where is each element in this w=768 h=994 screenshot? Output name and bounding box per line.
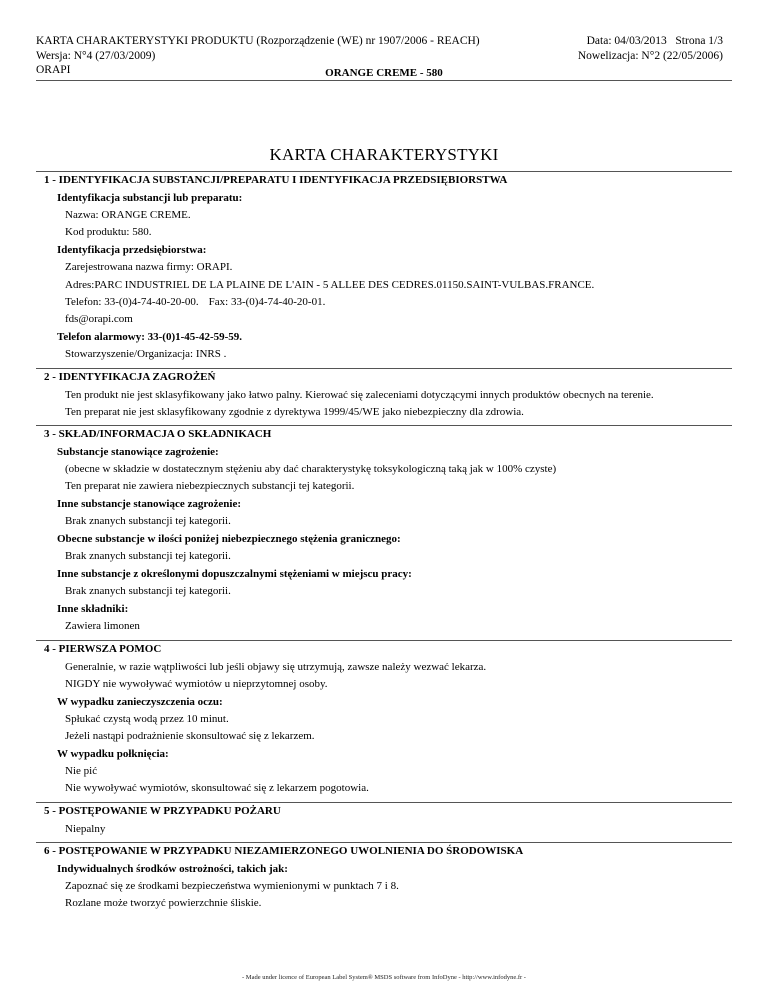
s3-heading-2: Inne substancje stanowiące zagrożenie: [57,498,242,510]
company-label: ORAPI [36,64,71,76]
s1-heading-substance: Identyfikacja substancji lub preparatu: [57,192,243,204]
footer-license: - Made under licence of European Label System® MSDS software from InfoDyne - http://www.infodyne.fr - [242,974,526,981]
s3-text-3: Brak znanych substancji tej kategorii. [65,515,231,527]
s3-text-4: Brak znanych substancji tej kategorii. [65,550,231,562]
section-1-title: 1 - IDENTYFIKACJA SUBSTANCJI/PREPARATU I IDENTYFIKACJA PRZEDSIĘBIORSTWA [44,174,508,186]
s3-text-5: Brak znanych substancji tej kategorii. [65,585,231,597]
s4-text-1: Generalnie, w razie wątpliwości lub jeśli objawy się utrzymują, zawsze należy wezwać lekarza. [65,661,487,673]
s3-text-2: Ten preparat nie zawiera niebezpiecznych substancji tej kategorii. [65,480,355,492]
s1-product-code: Kod produktu: 580. [65,226,152,238]
s1-fax: Fax: 33-(0)4-74-40-20-01. [208,296,326,308]
s6-text-1: Zapoznać się ze środkami bezpieczeństwa wymienionymi w punktach 7 i 8. [65,880,399,892]
section-5-title: 5 - POSTĘPOWANIE W PRZYPADKU POŻARU [44,805,281,817]
section-3-divider [36,425,732,426]
section-4-divider [36,640,732,641]
product-name [0,67,768,79]
section-1-divider [36,171,732,172]
section-2-title: 2 - IDENTYFIKACJA ZAGROŻEŃ [44,371,216,383]
version-label: Wersja: N°4 (27/03/2009) [36,49,156,62]
s4-text-5: Nie pić [65,765,98,777]
s1-association: Stowarzyszenie/Organizacja: INRS . [65,348,227,360]
s1-phone-fax [65,296,325,308]
s5-text-1: Niepalny [65,823,106,835]
header-divider [36,80,732,81]
s6-text-2: Rozlane może tworzyć powierzchnie śliskie. [65,897,262,909]
s4-text-3: Spłukać czystą wodą przez 10 minut. [65,713,229,725]
s2-text-2: Ten preparat nie jest sklasyfikowany zgodnie z dyrektywa 1999/45/WE jako niebezpieczny dla zdrowia. [65,406,524,418]
page-title: KARTA CHARAKTERYSTYKI [269,145,499,164]
s2-text-1: Ten produkt nie jest sklasyfikowany jako łatwo palny. Kierować się zaleceniami dotyczącymi innych produktów obecnych na terenie. [65,389,654,401]
s1-heading-company: Identyfikacja przedsiębiorstwa: [57,244,207,256]
revision-label: Nowelizacja: N°2 (22/05/2006) [577,49,723,62]
section-4-title: 4 - PIERWSZA POMOC [44,643,162,655]
document-header-right [578,34,723,63]
s3-text-1: (obecne w składzie w dostatecznym stężeniu aby dać charakterystykę toksykologiczną taką jak w 100% czyste) [65,463,557,475]
s3-heading-4: Inne substancje z określonymi dopuszczalnymi stężeniami w miejscu pracy: [57,568,412,580]
s3-heading-3: Obecne substancje w ilości poniżej niebezpiecznego stężenia granicznego: [57,533,401,545]
section-2-divider [36,368,732,369]
s1-email: fds@orapi.com [65,313,133,325]
s3-heading-5: Inne składniki: [57,603,129,615]
s4-text-6: Nie wywoływać wymiotów, skonsultować się z lekarzem pogotowia. [65,782,369,794]
product-name-text: ORANGE CREME - 580 [325,67,443,79]
s6-heading-1: Indywidualnych środków ostrożności, takich jak: [57,863,288,875]
section-6-divider [36,842,732,843]
s4-heading-swallow: W wypadku połknięcia: [57,748,169,760]
date-page-label: Data: 04/03/2013 Strona 1/3 [586,35,723,47]
section-5-divider [36,802,732,803]
s1-address: Adres:PARC INDUSTRIEL DE LA PLAINE DE L'AIN - 5 ALLEE DES CEDRES.01150.SAINT-VULBAS.FRANCE. [65,279,595,291]
s3-text-6: Zawiera limonen [65,620,140,632]
section-6-title: 6 - POSTĘPOWANIE W PRZYPADKU NIEZAMIERZONEGO UWOLNIENIA DO ŚRODOWISKA [44,845,524,857]
regulation-title: KARTA CHARAKTERYSTYKI PRODUKTU (Rozporządzenie (WE) nr 1907/2006 - REACH) [36,35,480,47]
s3-heading-1: Substancje stanowiące zagrożenie: [57,446,219,458]
s1-phone: Telefon: 33-(0)4-74-40-20-00. [65,296,199,308]
s1-company-name: Zarejestrowana nazwa firmy: ORAPI. [65,261,233,273]
s1-emergency-phone: Telefon alarmowy: 33-(0)1-45-42-59-59. [57,331,243,343]
s4-text-2: NIGDY nie wywoływać wymiotów u nieprzytomnej osoby. [65,678,328,690]
section-3-title: 3 - SKŁAD/INFORMACJA O SKŁADNIKACH [44,428,272,440]
s1-product-name: Nazwa: ORANGE CREME. [65,209,191,221]
s4-text-4: Jeżeli nastąpi podrażnienie skonsultować się z lekarzem. [65,730,315,742]
s4-heading-eyes: W wypadku zanieczyszczenia oczu: [57,696,223,708]
